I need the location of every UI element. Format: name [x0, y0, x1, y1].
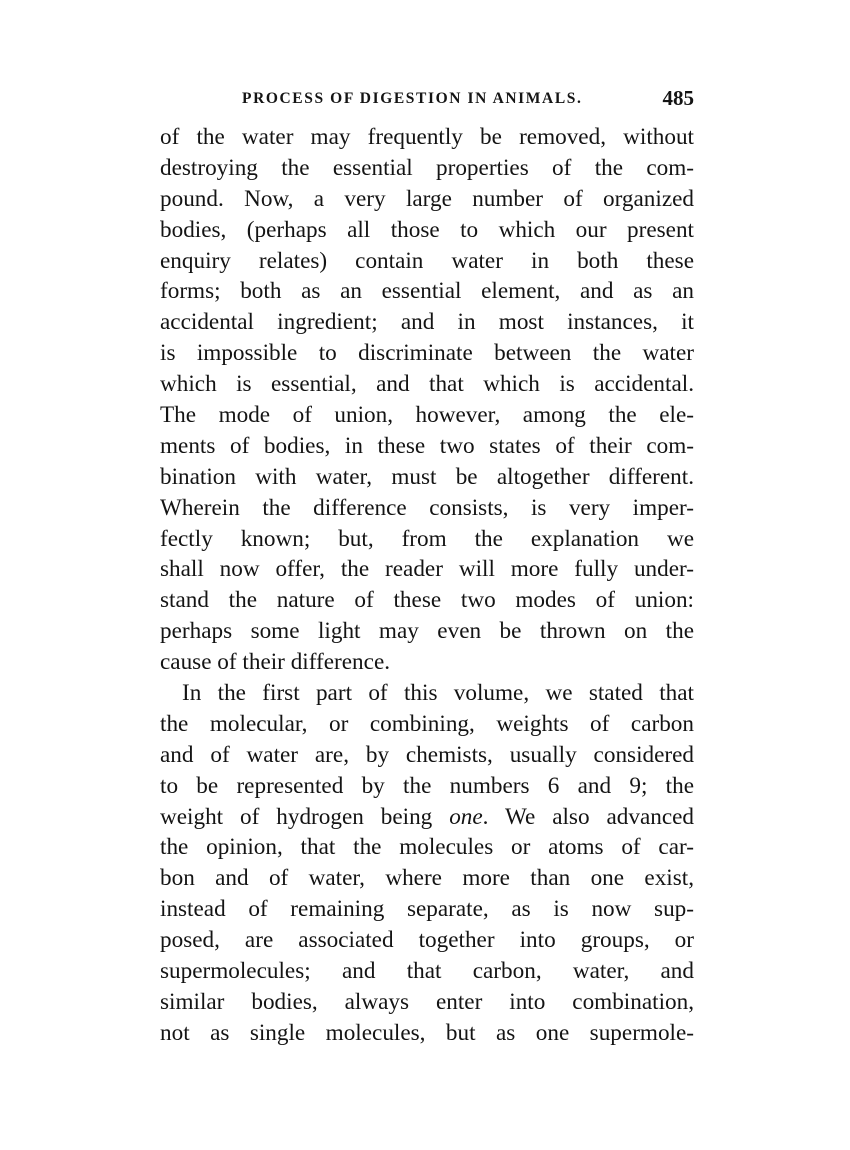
text-line: bon and of water, where more than one exist, — [160, 865, 694, 892]
text-line: is impossible to discriminate between the water — [160, 340, 694, 367]
text-line: forms; both as an essential element, and as an — [160, 278, 694, 305]
text-line-mixed — [160, 802, 694, 833]
text-line: destroying the essential properties of the com- — [160, 154, 694, 181]
text-line: Wherein the difference consists, is very imper- — [160, 494, 694, 521]
page-number: 485 — [662, 86, 694, 110]
text-line: shall now offer, the reader will more fully under- — [160, 556, 694, 583]
running-title: PROCESS OF DIGESTION IN ANIMALS. — [242, 90, 583, 107]
text-line: which is essential, and that which is accidental. — [160, 371, 694, 398]
text-segment: . We also advanced — [482, 803, 695, 830]
text-line: of the water may frequently be removed, without — [160, 124, 694, 150]
text-line: bination with water, must be altogether different. — [160, 463, 694, 490]
text-line: and of water are, by chemists, usually considered — [160, 741, 694, 768]
text-line: pound. Now, a very large number of organized — [160, 185, 694, 212]
text-line: to be represented by the numbers 6 and 9; the — [160, 772, 694, 799]
text-line: cause of their difference. — [160, 649, 391, 676]
text-line: enquiry relates) contain water in both these — [160, 247, 694, 274]
text-line: accidental ingredient; and in most instances, it — [160, 309, 694, 336]
italic-word: one — [449, 803, 483, 830]
paragraph-continuation — [160, 122, 694, 678]
body-text — [160, 122, 694, 1049]
text-line: In the first part of this volume, we stated that — [182, 680, 694, 707]
text-segment: weight of hydrogen being — [160, 803, 433, 830]
text-line: bodies, (perhaps all those to which our present — [160, 216, 694, 243]
text-line: the opinion, that the molecules or atoms of car- — [160, 834, 694, 861]
running-head — [160, 88, 694, 114]
text-line: supermolecules; and that carbon, water, and — [160, 958, 694, 985]
text-line: posed, are associated together into groups, or — [160, 927, 694, 954]
text-line: The mode of union, however, among the ele- — [160, 402, 694, 429]
text-line: perhaps some light may even be thrown on the — [160, 618, 694, 645]
text-line: stand the nature of these two modes of union: — [160, 587, 694, 614]
text-line: fectly known; but, from the explanation we — [160, 525, 694, 552]
text-line: ments of bodies, in these two states of their com- — [160, 432, 694, 459]
text-line: similar bodies, always enter into combination, — [160, 988, 694, 1015]
text-line: not as single molecules, but as one supermole- — [160, 1019, 694, 1046]
text-line: instead of remaining separate, as is now sup- — [160, 896, 694, 923]
paragraph-molecular-weights — [160, 678, 694, 1049]
text-line: the molecular, or combining, weights of carbon — [160, 710, 694, 737]
